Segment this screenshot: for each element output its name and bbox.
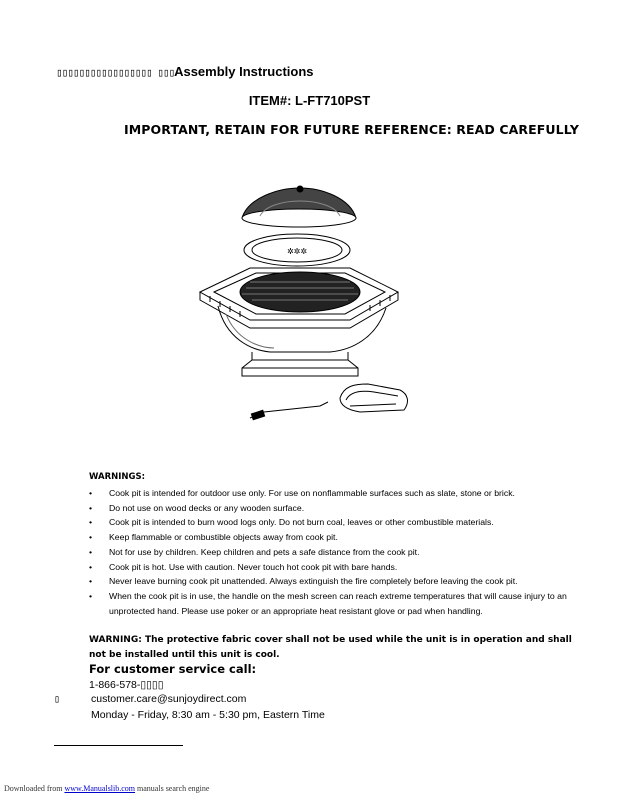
list-item (89, 486, 609, 501)
footnote-divider (54, 745, 183, 746)
bullet-icon: • (89, 488, 93, 498)
garbled-text: ▯▯▯▯▯▯▯▯▯▯▯▯▯▯▯▯▯ ▯▯▯ (56, 66, 175, 79)
title-text: Assembly Instructions (174, 64, 314, 79)
phone-number: 1-866-578-▯▯▯▯ (89, 679, 164, 691)
bullet-icon: • (89, 590, 93, 601)
list-item (89, 501, 609, 516)
email-address: customer.care@sunjoydirect.com (91, 693, 247, 705)
bullet-icon: • (89, 576, 93, 587)
warning-text: When the cook pit is in use, the handle on the mesh screen can reach extreme temperatures that will cause injury to an unprotected hand. Please use poker or an appropriate heat resistant glove or pad when handling. (109, 590, 567, 616)
item-number (0, 93, 619, 108)
warning-text: Not for use by children. Keep children and pets a safe distance from the cook pit. (109, 546, 420, 557)
warnings-heading: WARNINGS: (89, 472, 146, 482)
footer-prefix: Downloaded from (4, 784, 65, 793)
bullet-icon: • (89, 561, 93, 572)
bullet-icon: • (89, 532, 93, 543)
manualslib-link[interactable]: www.Manualslib.com (64, 784, 136, 793)
fire-pit-illustration (190, 180, 430, 430)
list-item (89, 560, 609, 575)
warning-text: Cook pit is intended to burn wood logs only. Do not burn coal, leaves or other combustible materials. (109, 517, 494, 528)
list-item (89, 589, 609, 618)
service-hours: Monday - Friday, 8:30 am - 5:30 pm, Eastern Time (91, 709, 325, 721)
customer-service-label: For customer service call: (89, 662, 257, 676)
list-item (89, 530, 609, 545)
warning-text: Keep flammable or combustible objects away from cook pit. (109, 532, 338, 543)
bullet-icon: • (89, 517, 93, 528)
warning-text: Cook pit is hot. Use with caution. Never touch hot cook pit with bare hands. (109, 561, 398, 572)
document-title (56, 64, 314, 79)
warning-text: Do not use on wood decks or any wooden surface. (109, 502, 305, 513)
footer-suffix: manuals search engine (135, 784, 210, 793)
svg-text:✲✲✲: ✲✲✲ (286, 247, 308, 256)
cover-warning: WARNING: The protective fabric cover shall not be used while the unit is in operation and shall not be installed until this unit is cool. (89, 635, 572, 660)
bullet-icon: • (89, 502, 93, 513)
important-notice: IMPORTANT, RETAIN FOR FUTURE REFERENCE: READ CAREFULLY (124, 122, 579, 137)
bullet-icon: • (89, 546, 93, 557)
warning-text: Cook pit is intended for outdoor use only. For use on nonflammable surfaces such as slate, stone or brick. (109, 488, 515, 498)
list-item (89, 515, 609, 530)
list-item (89, 545, 609, 560)
warnings-list (89, 486, 609, 618)
list-item (89, 574, 609, 589)
download-footer (4, 784, 209, 793)
item-number-text: ITEM#: L-FT710PST (248, 93, 371, 108)
warning-text: Never leave burning cook pit unattended. Always extinguish the fire completely before leaving the cook pit. (109, 576, 518, 587)
email-icon: ▯ (54, 694, 61, 705)
